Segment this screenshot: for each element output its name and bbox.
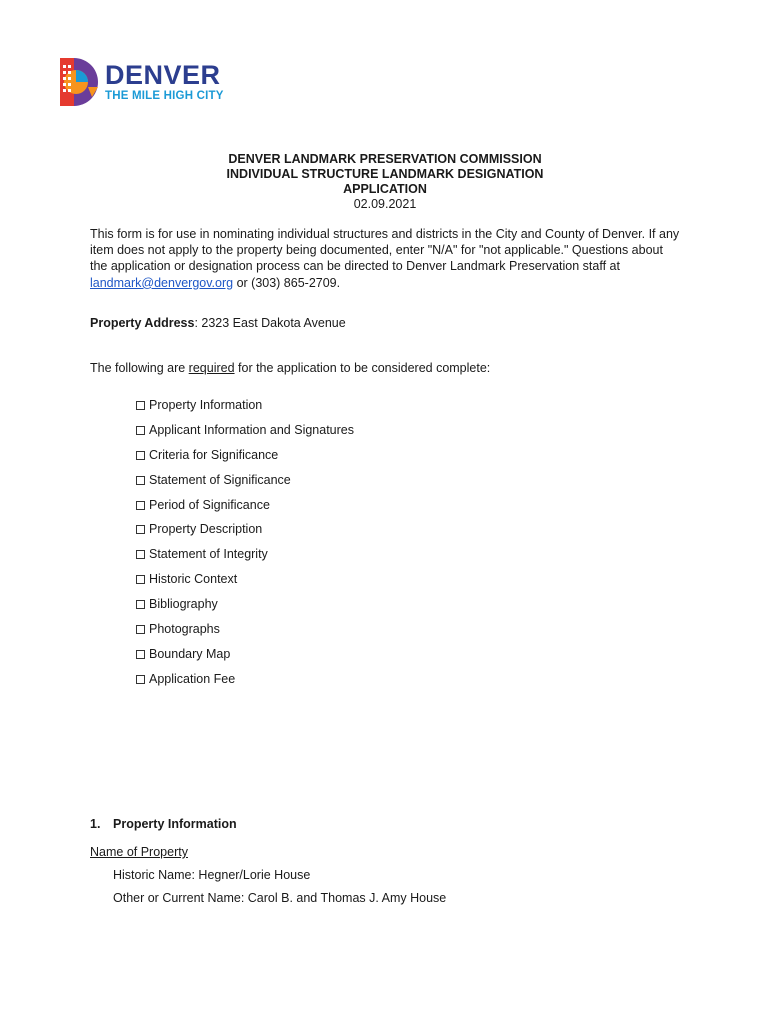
property-address-label: Property Address — [90, 316, 195, 330]
logo-wordmark: DENVER — [105, 60, 221, 90]
name-of-property-heading: Name of Property — [90, 845, 188, 859]
checklist-item[interactable] — [136, 398, 354, 423]
checklist-item-label: Period of Significance — [149, 497, 270, 512]
checklist-item[interactable] — [136, 672, 354, 697]
checklist-item[interactable] — [136, 597, 354, 622]
current-name-field: Other or Current Name: Carol B. and Thomas J. Amy House — [113, 891, 447, 905]
title-line-2: INDIVIDUAL STRUCTURE LANDMARK DESIGNATION — [226, 167, 544, 181]
checklist-item-label: Property Description — [149, 522, 263, 537]
section-heading — [90, 817, 237, 831]
contact-email-link[interactable]: landmark@denvergov.org — [90, 275, 234, 290]
checklist-item[interactable] — [136, 547, 354, 572]
checklist-item[interactable] — [136, 522, 354, 547]
checklist-item-label: Bibliography — [149, 597, 218, 612]
checklist-item[interactable] — [136, 448, 354, 473]
checklist-item-label: Boundary Map — [149, 646, 231, 661]
checklist-item-label: Property Information — [149, 398, 263, 412]
checkbox-icon[interactable] — [136, 401, 145, 410]
checkbox-icon[interactable] — [136, 426, 145, 435]
checklist-item[interactable] — [136, 423, 354, 448]
checkbox-icon[interactable] — [136, 525, 145, 534]
requirements-emphasis: required — [188, 361, 235, 375]
checkbox-icon[interactable] — [136, 600, 145, 609]
title-line-3: APPLICATION — [343, 182, 427, 196]
intro-phone-text: or (303) 865-2709. — [233, 275, 341, 290]
document-title — [0, 152, 770, 212]
checklist-item[interactable] — [136, 622, 354, 647]
checklist-item-label: Statement of Integrity — [149, 547, 268, 562]
checkbox-icon[interactable] — [136, 675, 145, 684]
checkbox-icon[interactable] — [136, 451, 145, 460]
checkbox-icon[interactable] — [136, 625, 145, 634]
checkbox-icon[interactable] — [136, 476, 145, 485]
title-line-1: DENVER LANDMARK PRESERVATION COMMISSION — [228, 152, 542, 166]
section-title: Property Information — [113, 817, 237, 831]
denver-logo — [58, 57, 238, 107]
checkbox-icon[interactable] — [136, 650, 145, 659]
denver-logo-mark-icon — [58, 57, 102, 107]
intro-text: This form is for use in nominating individual structures and districts in the City and County of Denver. If any item does not apply to the property being documented, enter "N/A" for "not applicable." Questions about the application or designation process can be directed to Denver Landmark Preservation staff at — [90, 227, 680, 274]
requirements-intro — [90, 361, 490, 375]
checkbox-icon[interactable] — [136, 575, 145, 584]
property-address-value: : 2323 East Dakota Avenue — [194, 316, 346, 330]
section-number: 1. — [90, 817, 101, 831]
checklist-item-label: Applicant Information and Signatures — [149, 422, 354, 437]
checklist-item[interactable] — [136, 572, 354, 597]
document-date: 02.09.2021 — [353, 197, 417, 211]
checkbox-icon[interactable] — [136, 550, 145, 559]
historic-name-field: Historic Name: Hegner/Lorie House — [113, 868, 311, 882]
property-address — [90, 316, 346, 330]
checklist-item-label: Statement of Significance — [149, 472, 291, 487]
checklist-item-label: Historic Context — [149, 572, 238, 587]
requirements-suffix: for the application to be considered complete: — [234, 361, 491, 375]
requirements-prefix: The following are — [90, 361, 189, 375]
logo-tagline: THE MILE HIGH CITY — [105, 90, 224, 102]
checklist-item-label: Application Fee — [149, 671, 236, 686]
checklist-item[interactable] — [136, 498, 354, 523]
checkbox-icon[interactable] — [136, 501, 145, 510]
requirements-checklist — [136, 398, 354, 697]
intro-paragraph — [90, 226, 680, 291]
checklist-item-label: Photographs — [149, 622, 220, 637]
checklist-item-label: Criteria for Significance — [149, 447, 279, 462]
checklist-item[interactable] — [136, 473, 354, 498]
checklist-item[interactable] — [136, 647, 354, 672]
